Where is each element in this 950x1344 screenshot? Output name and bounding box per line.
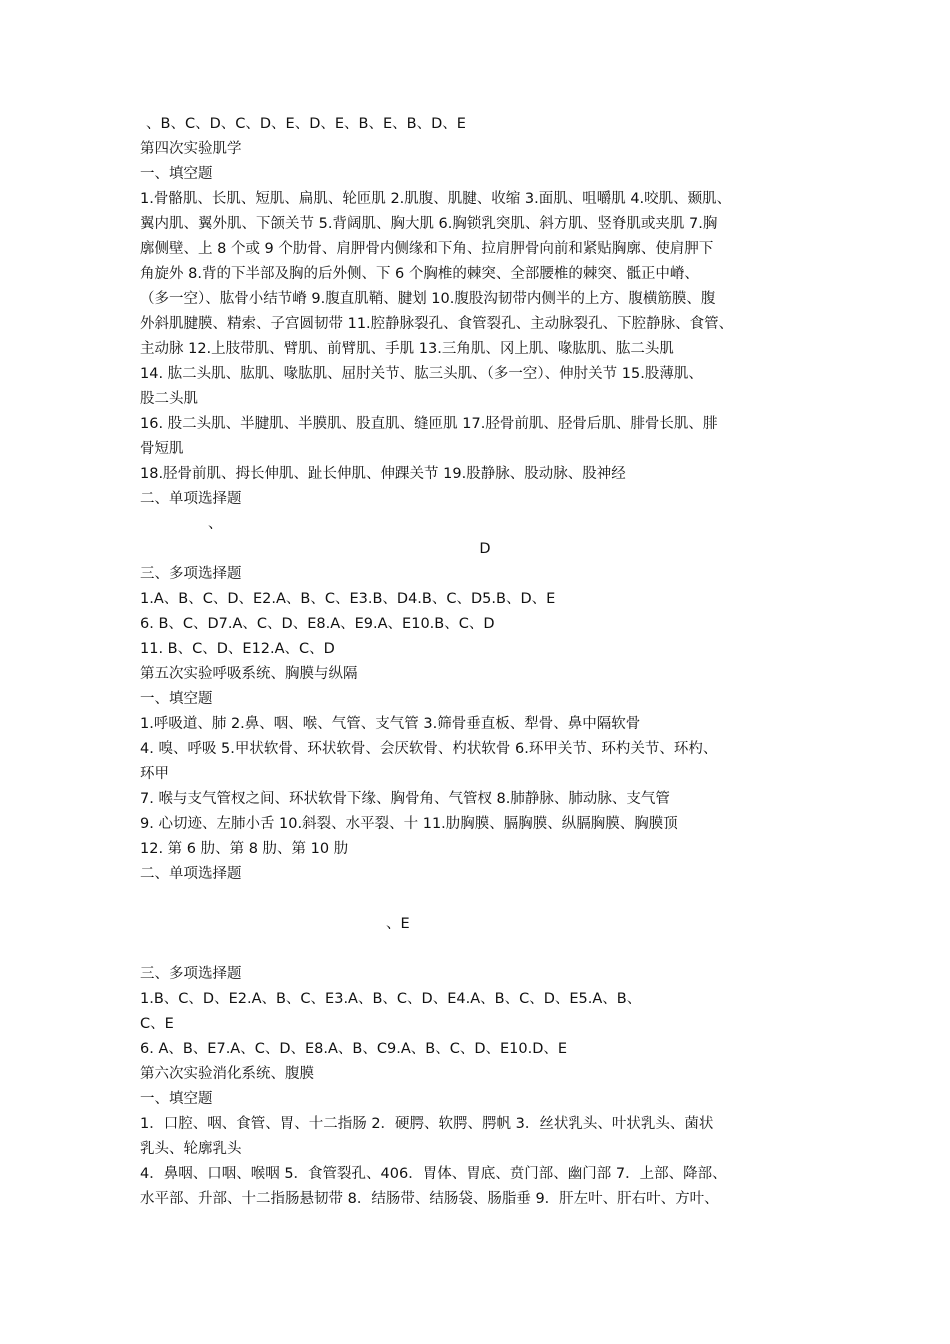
text-line: 角旋外 8.背的下半部及胸的后外侧、下 6 个胸椎的棘突、全部腰椎的棘突、骶正中嵴、 [140, 266, 699, 282]
subsection-heading: 三、多项选择题 [140, 966, 242, 982]
text-line: 1.骨骼肌、长肌、短肌、扁肌、轮匝肌 2.肌腹、肌腱、收缩 3.面肌、咀嚼肌 4.咬肌、颞肌、 [140, 191, 732, 207]
answer-fragment: 、E [386, 916, 410, 932]
blank-line [140, 887, 830, 912]
text-line: 廓侧壁、上 8 个或 9 个肋骨、肩胛骨内侧缘和下角、拉肩胛骨向前和紧贴胸廓、使肩胛下 [140, 241, 714, 257]
answer-line: 、B、C、D、C、D、E、D、E、B、E、B、D、E [146, 116, 466, 132]
text-line: 外斜肌腱膜、精索、子宫圆韧带 11.腔静脉裂孔、食管裂孔、主动脉裂孔、下腔静脉、食管、 [140, 316, 734, 332]
text-line: 1．口腔、咽、食管、胃、十二指肠 2．硬腭、软腭、腭帆 3．丝状乳头、叶状乳头、菌状 [140, 1116, 714, 1132]
text-line: 6. B、C、D7.A、C、D、E8.A、E9.A、E10.B、C、D [140, 616, 495, 632]
text-line: 6. A、B、E7.A、C、D、E8.A、B、C9.A、B、C、D、E10.D、E [140, 1041, 568, 1057]
section-heading: 第五次实验呼吸系统、胸膜与纵隔 [140, 666, 358, 682]
text-line: 骨短肌 [140, 441, 184, 457]
text-line: C、E [140, 1016, 174, 1032]
subsection-heading: 二、单项选择题 [140, 866, 242, 882]
text-line: 翼内肌、翼外肌、下颌关节 5.背阔肌、胸大肌 6.胸锁乳突肌、斜方肌、竖脊肌或夹肌 7.胸 [140, 216, 718, 232]
text-line: 主动脉 12.上肢带肌、臂肌、前臂肌、手肌 13.三角肌、冈上肌、喙肱肌、肱二头肌 [140, 341, 674, 357]
answer-fragment: 、 [208, 516, 223, 532]
text-line: 16. 股二头肌、半腱肌、半膜肌、股直肌、缝匝肌 17.胫骨前肌、胫骨后肌、腓骨长肌、腓 [140, 416, 718, 432]
subsection-heading: 一、填空题 [140, 691, 213, 707]
subsection-heading: 二、单项选择题 [140, 491, 242, 507]
section-heading: 第六次实验消化系统、腹膜 [140, 1066, 314, 1082]
text-line: 1.B、C、D、E2.A、B、C、E3.A、B、C、D、E4.A、B、C、D、E5.A、B、 [140, 991, 642, 1007]
text-line: 9. 心切迹、左肺小舌 10.斜裂、水平裂、十 11.肋胸膜、膈胸膜、纵膈胸膜、胸膜顶 [140, 816, 678, 832]
text-line: 1.A、B、C、D、E2.A、B、C、E3.B、D4.B、C、D5.B、D、E [140, 591, 556, 607]
text-line: 4. 嗅、呼吸 5.甲状软骨、环状软骨、会厌软骨、杓状软骨 6.环甲关节、环杓关节、环杓、 [140, 741, 718, 757]
text-line: 12. 第 6 肋、第 8 肋、第 10 肋 [140, 841, 349, 857]
text-line: 7. 喉与支气管杈之间、环状软骨下缘、胸骨角、气管杈 8.肺静脉、肺动脉、支气管 [140, 791, 670, 807]
subsection-heading: 一、填空题 [140, 166, 213, 182]
text-line: 水平部、升部、十二指肠悬韧带 8．结肠带、结肠袋、肠脂垂 9．肝左叶、肝右叶、方叶、 [140, 1191, 719, 1207]
document-page [140, 112, 830, 1212]
text-line: 股二头肌 [140, 391, 198, 407]
text-line: 环甲 [140, 766, 169, 782]
text-line: 4．鼻咽、口咽、喉咽 5．食管裂孔、406．胃体、胃底、贲门部、幽门部 7．上部、降部、 [140, 1166, 727, 1182]
text-line: 1.呼吸道、肺 2.鼻、咽、喉、气管、支气管 3.筛骨垂直板、犁骨、鼻中隔软骨 [140, 716, 641, 732]
text-line: 11. B、C、D、E12.A、C、D [140, 641, 335, 657]
subsection-heading: 三、多项选择题 [140, 566, 242, 582]
answer-fragment: D [479, 541, 491, 557]
section-heading: 第四次实验肌学 [140, 141, 242, 157]
text-line: 18.胫骨前肌、拇长伸肌、趾长伸肌、伸踝关节 19.股静脉、股动脉、股神经 [140, 466, 626, 482]
text-line: 乳头、轮廓乳头 [140, 1141, 242, 1157]
blank-line [140, 937, 830, 962]
text-line: 14. 肱二头肌、肱肌、喙肱肌、屈肘关节、肱三头肌、（多一空）、伸肘关节 15.股薄肌、 [140, 366, 703, 382]
text-line: （多一空）、肱骨小结节嵴 9.腹直肌鞘、腱划 10.腹股沟韧带内侧半的上方、腹横筋膜、腹 [140, 291, 716, 307]
subsection-heading: 一、填空题 [140, 1091, 213, 1107]
